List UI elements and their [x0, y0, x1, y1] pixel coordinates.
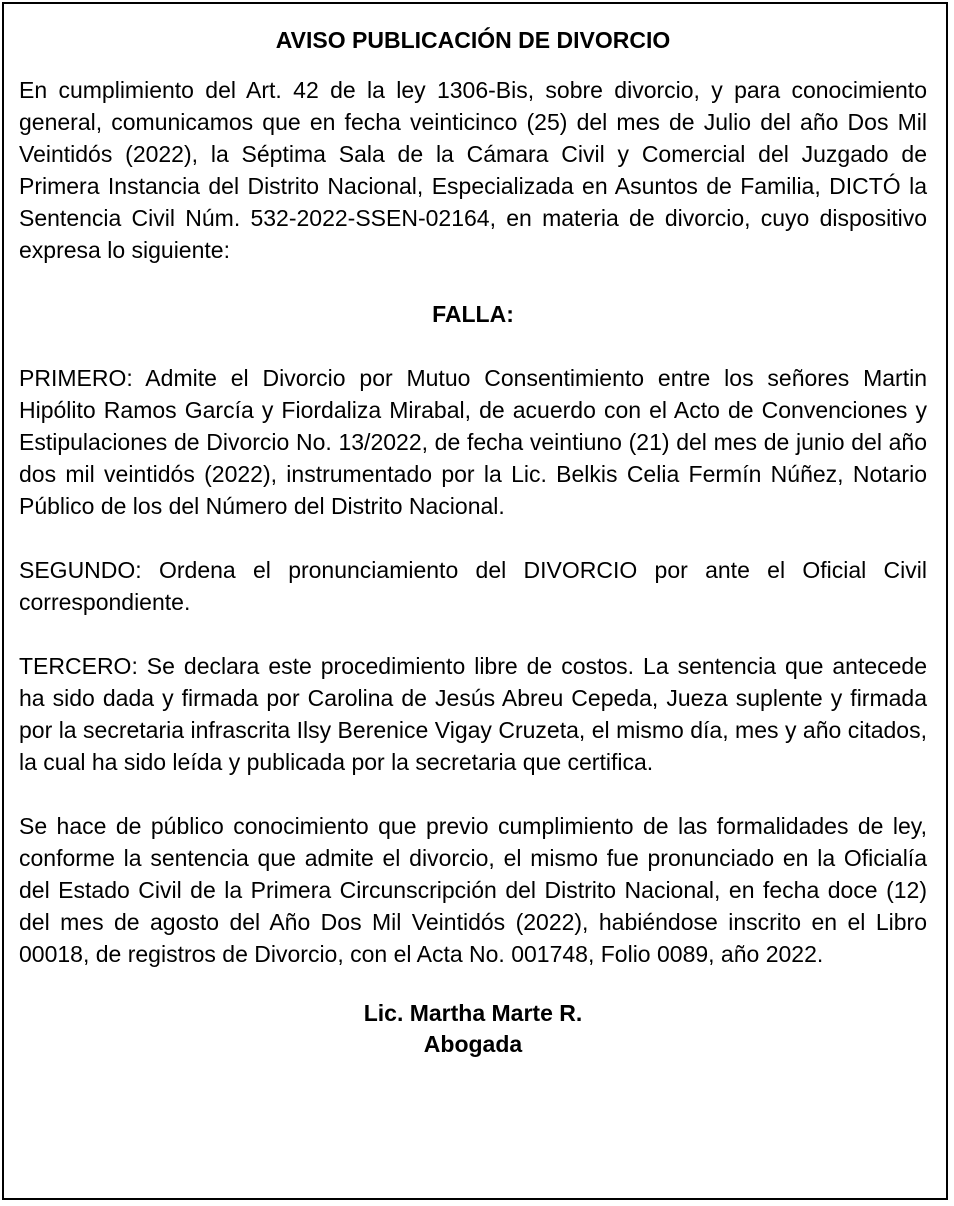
falla-heading: FALLA: — [432, 301, 514, 327]
closing-paragraph: Se hace de público conocimiento que previo cumplimiento de las formalidades de ley, conforme la sentencia que admite el divorcio, el mismo fue pronunciado en la Oficialía del Estado Civil de la Primera Circunscripción del Distrito Nacional, en fecha doce (12) del mes de agosto del Año Dos Mil Veintidós (2022), habiéndose inscrito en el Libro 00018, de registros de Divorcio, con el Acta No. 001748, Folio 0089, año 2022. — [19, 813, 927, 967]
segundo-paragraph: SEGUNDO: Ordena el pronunciamiento del DIVORCIO por ante el Oficial Civil correspondiente. — [19, 557, 927, 615]
intro-paragraph: En cumplimiento del Art. 42 de la ley 1306-Bis, sobre divorcio, y para conocimiento general, comunicamos que en fecha veinticinco (25) del mes de Julio del año Dos Mil Veintidós (2022), la Séptima Sala de la Cámara Civil y Comercial del Juzgado de Primera Instancia del Distrito Nacional, Especializada en Asuntos de Familia, DICTÓ la Sentencia Civil Núm. 532-2022-SSEN-02164, en materia de divorcio, cuyo dispositivo expresa lo siguiente: — [19, 77, 927, 263]
signature-block — [19, 998, 927, 1060]
tercero-paragraph: TERCERO: Se declara este procedimiento libre de costos. La sentencia que antecede ha sido dada y firmada por Carolina de Jesús Abreu Cepeda, Jueza suplente y firmada por la secretaria infrascrita Ilsy Berenice Vigay Cruzeta, el mismo día, mes y año citados, la cual ha sido leída y publicada por la secretaria que certifica. — [19, 653, 927, 775]
notice-title: AVISO PUBLICACIÓN DE DIVORCIO — [275, 27, 671, 53]
primero-paragraph: PRIMERO: Admite el Divorcio por Mutuo Consentimiento entre los señores Martin Hipólito Ramos García y Fiordaliza Mirabal, de acuerdo con el Acto de Convenciones y Estipulaciones de Divorcio No. 13/2022, de fecha veintiuno (21) del mes de junio del año dos mil veintidós (2022), instrumentado por la Lic. Belkis Celia Fermín Núñez, Notario Público de los del Número del Distrito Nacional. — [19, 365, 927, 519]
signature-role: Abogada — [423, 1031, 523, 1057]
notice-content — [19, 24, 927, 1060]
signature-name: Lic. Martha Marte R. — [363, 1000, 583, 1026]
